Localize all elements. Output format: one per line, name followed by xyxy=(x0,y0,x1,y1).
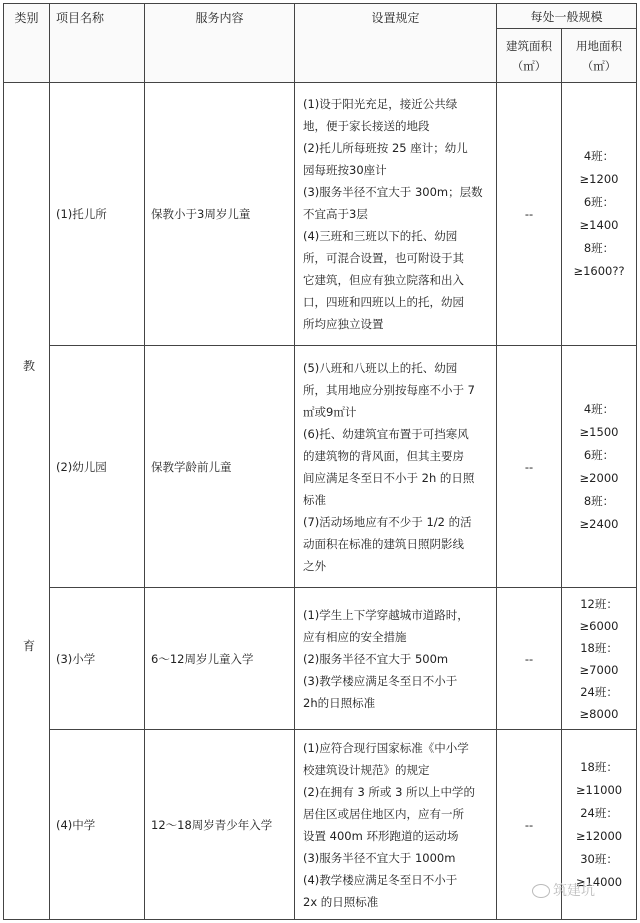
header-service: 服务内容 xyxy=(145,3,295,83)
land-area-unit: （㎡） xyxy=(581,58,617,73)
land-area-cell xyxy=(562,83,637,346)
table-row xyxy=(3,588,637,730)
land-line: ≥7000 xyxy=(579,662,619,677)
land-line: 4班： xyxy=(583,401,615,416)
land-area-cell xyxy=(562,588,637,730)
rule-line: ㎡或9㎡计 xyxy=(303,404,357,419)
building-area-value: -- xyxy=(497,730,562,920)
service-content: 12～18周岁青少年入学 xyxy=(145,730,295,920)
rule-line: (4)三班和三班以下的托、幼园 xyxy=(303,229,458,243)
rule-line: 园每班按30座计 xyxy=(303,163,387,177)
land-line: ≥11000 xyxy=(575,782,623,797)
building-area-unit: （㎡） xyxy=(511,58,547,73)
land-line: ≥1200 xyxy=(579,172,619,186)
rule-line: 不宜高于3层 xyxy=(303,207,368,221)
rule-line: 之外 xyxy=(303,558,326,573)
rule-line: (6)托、幼建筑宜布置于可挡寒风 xyxy=(303,426,469,441)
rule-line: (3)服务半径不宜大于 300m；层数 xyxy=(303,185,483,199)
header-building-area xyxy=(497,29,562,83)
rule-line: 动面积在标准的建筑日照阴影线 xyxy=(303,536,464,551)
land-line: ≥6000 xyxy=(579,618,619,633)
land-line: 4班： xyxy=(583,149,615,163)
rule-line: (1)设于阳光充足，接近公共绿 xyxy=(303,97,458,111)
wechat-icon xyxy=(532,884,550,898)
rule-line: 间应满足冬至日不小于 2h 的日照 xyxy=(303,470,475,485)
category-char-1: 教 xyxy=(23,359,36,373)
rule-line: (4)教学楼应满足冬至日不小于 xyxy=(303,872,458,887)
land-line: 8班： xyxy=(583,241,615,255)
rule-line: (5)八班和八班以上的托、幼园 xyxy=(303,360,458,375)
item-name: (3)小学 xyxy=(50,588,145,730)
header-scale: 每处一般规模 xyxy=(497,3,637,29)
table-row xyxy=(3,346,637,588)
building-area-value: -- xyxy=(497,588,562,730)
item-name: (2)幼儿园 xyxy=(50,346,145,588)
rule-line: (2)服务半径不宜大于 500m xyxy=(303,651,449,666)
land-line: ≥12000 xyxy=(575,828,623,843)
land-line: 8班： xyxy=(583,493,615,508)
building-area-label: 建筑面积 xyxy=(506,38,552,53)
service-content: 6～12周岁儿童入学 xyxy=(145,588,295,730)
rules-cell xyxy=(295,346,497,588)
land-line: 18班： xyxy=(580,640,618,655)
rule-line: (1)应符合现行国家标准《中小学 xyxy=(303,740,469,755)
land-line: 6班： xyxy=(583,447,615,462)
rule-line: (7)活动场地应有不少于 1/2 的活 xyxy=(303,514,472,529)
service-content: 保教学龄前儿童 xyxy=(145,346,295,588)
header-land-area xyxy=(562,29,637,83)
rule-line: 居住区或居住地区内，应有一所 xyxy=(303,806,464,821)
watermark-text: 筑建坑 xyxy=(553,883,595,899)
rule-line: 口，四班和四班以上的托，幼园 xyxy=(303,295,464,309)
rule-line: 它建筑，但应有独立院落和出入 xyxy=(303,273,464,287)
watermark xyxy=(532,880,595,900)
rule-line: (2)在拥有 3 所或 3 所以上中学的 xyxy=(303,784,476,799)
land-line: ≥2400 xyxy=(579,516,619,531)
land-line: 18班： xyxy=(580,759,618,774)
rules-cell xyxy=(295,83,497,346)
rules-cell xyxy=(295,730,497,920)
land-line: ≥2000 xyxy=(579,470,619,485)
category-cell xyxy=(3,83,50,920)
rule-line: 2x 的日照标准 xyxy=(303,894,379,909)
category-char-2: 育 xyxy=(23,639,36,653)
land-area-label: 用地面积 xyxy=(576,38,622,53)
rule-line: (3)教学楼应满足冬至日不小于 xyxy=(303,673,458,688)
rule-line: 标准 xyxy=(303,492,326,507)
land-line: 6班： xyxy=(583,195,615,209)
land-area-cell xyxy=(562,346,637,588)
header-rules: 设置规定 xyxy=(295,3,497,83)
land-line: ≥1500 xyxy=(579,424,619,439)
header-row xyxy=(3,3,637,29)
rule-line: 2h的日照标准 xyxy=(303,695,376,710)
rule-line: (1)学生上下学穿越城市道路时， xyxy=(303,607,469,622)
land-line: ≥1600?? xyxy=(573,264,625,278)
table-row xyxy=(3,83,637,346)
rule-line: 应有相应的安全措施 xyxy=(303,629,407,644)
item-name: (1)托儿所 xyxy=(50,83,145,346)
rule-line: 所均应独立设置 xyxy=(303,317,384,331)
service-content: 保教小于3周岁儿童 xyxy=(145,83,295,346)
rule-line: 设置 400m 环形跑道的运动场 xyxy=(303,828,459,843)
land-line: ≥8000 xyxy=(579,706,619,721)
land-line: 24班： xyxy=(580,805,618,820)
rule-line: 的建筑物的背风面，但其主要房 xyxy=(303,448,464,463)
rules-cell xyxy=(295,588,497,730)
facility-table xyxy=(3,3,637,920)
rule-line: 所，其用地应分别按每座不小于 7 xyxy=(303,382,475,397)
rule-line: 校建筑设计规范》的规定 xyxy=(303,762,430,777)
rule-line: 所，可混合设置，也可附设于其 xyxy=(303,251,464,265)
land-line: 24班： xyxy=(580,684,618,699)
rule-line: (3)服务半径不宜大于 1000m xyxy=(303,850,456,865)
rule-line: (2)托儿所每班按 25 座计；幼儿 xyxy=(303,141,468,155)
rule-line: 地，便于家长接送的地段 xyxy=(303,119,430,133)
land-line: 12班： xyxy=(580,596,618,611)
land-line: 30班： xyxy=(580,851,618,866)
building-area-value: -- xyxy=(497,83,562,346)
building-area-value: -- xyxy=(497,346,562,588)
land-line: ≥1400 xyxy=(579,218,619,232)
land-line: ≥14000 xyxy=(575,874,623,889)
header-item: 项目名称 xyxy=(50,3,145,83)
item-name: (4)中学 xyxy=(50,730,145,920)
header-category: 类别 xyxy=(3,3,50,83)
